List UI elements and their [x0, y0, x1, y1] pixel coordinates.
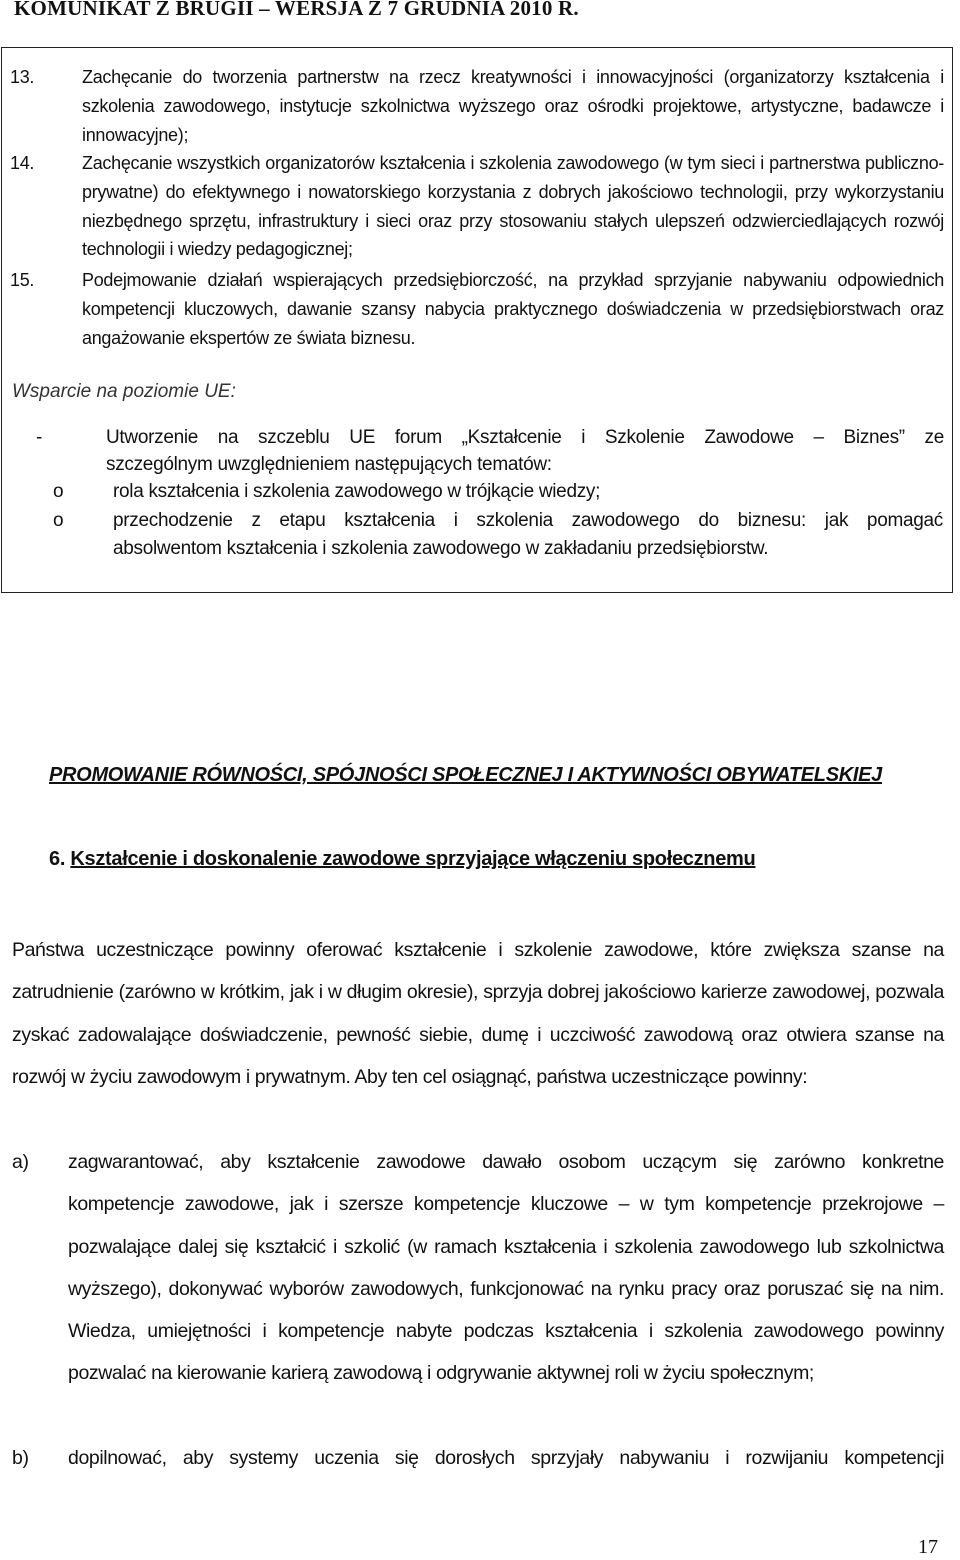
subsection-number: 6.: [49, 848, 66, 870]
section-title: PROMOWANIE RÓWNOŚCI, SPÓJNOŚCI SPOŁECZNEJ I AKTYWNOŚCI OBYWATELSKIEJ: [49, 764, 883, 786]
intro-paragraph: Państwa uczestniczące powinny oferować kształcenie i szkolenie zawodowe, które zwiększa szanse na zatrudnienie (zarówno w krótkim, jak i w długim okresie), sprzyja dobrej jakościowo karierze zawodowej, pozwala zyskać zadowalające doświadczenie, pewność siebie, dumę i uczciwość zawodową oraz otwiera szanse na rozwój w życiu zawodowym i prywatnym. Aby ten cel osiągnąć, państwa uczestniczące powinny:: [12, 939, 944, 1088]
bullet-marker: o: [53, 510, 64, 531]
list-label: a): [12, 1151, 29, 1173]
subsection-heading: [49, 848, 755, 871]
document-header: KOMUNIKAT Z BRUGII – WERSJA Z 7 GRUDNIA 2010 R.: [14, 0, 579, 20]
item-number: 15.: [10, 270, 35, 290]
bullet-text-cont: absolwentom kształcenia i szkolenia zawodowego w zakładaniu przedsiębiorstw.: [113, 538, 769, 559]
item-text: Zachęcanie wszystkich organizatorów kształcenia i szkolenia zawodowego (w tym sieci i partnerstwa publiczno-prywatne) do efektywnego i nowatorskiego korzystania z dobrych jakościowo technologii, przy wykorzystaniu niezbędnego sprzętu, infrastruktury i sieci oraz przy stosowaniu stałych ulepszeń odzwierciedlających rozwój technologii i wiedzy pedagogicznej;: [82, 153, 944, 260]
bullet-text: przechodzenie z etapu kształcenia i szkolenia zawodowego do biznesu: jak pomagać: [113, 510, 943, 531]
item-text: Podejmowanie działań wspierających przedsiębiorczość, na przykład sprzyjanie nabywaniu odpowiednich kompetencji kluczowych, dawanie szansy nabycia praktycznego doświadczenia w przedsiębiorstwach oraz angażowanie ekspertów ze świata biznesu.: [82, 270, 944, 348]
item-text: Zachęcanie do tworzenia partnerstw na rzecz kreatywności i innowacyjności (organizatorzy kształcenia i szkolenia zawodowego, instytucje szkolnictwa wyższego oraz ośrodki projektowe, artystyczne, badawcze i innowacyjne);: [82, 67, 944, 145]
item-number: 13.: [10, 67, 35, 87]
list-item-14: [10, 149, 944, 264]
dash-marker: -: [36, 427, 43, 448]
eu-forum-line-2: szczególnym uwzględnieniem następujących tematów:: [106, 454, 552, 475]
list-item-15: [10, 266, 944, 352]
list-text: dopilnować, aby systemy uczenia się dorosłych sprzyjały nabywaniu i rozwijaniu kompetencji: [68, 1447, 944, 1469]
list-text: zagwarantować, aby kształcenie zawodowe dawało osobom uczącym się zarówno konkretne kompetencje zawodowe, jak i szersze kompetencje kluczowe – w tym kompetencje przekrojowe – pozwalające dalej się kształcić i szkolić (w ramach kształcenia i szkolenia zawodowego lub szkolnictwa wyższego), dokonywać wyborów zawodowych, funkcjonować na rynku pracy oraz poruszać się na nim. Wiedza, umiejętności i kompetencje nabyte podczas kształcenia i szkolenia zawodowego powinny pozwalać na kierowanie karierą zawodową i odgrywanie aktywnej roli w życiu społecznym;: [68, 1151, 944, 1385]
subsection-title: Kształcenie i doskonalenie zawodowe sprzyjające włączeniu społecznemu: [70, 848, 756, 870]
bullet-text: rola kształcenia i szkolenia zawodowego w trójkącie wiedzy;: [113, 481, 601, 502]
page-number: 17: [918, 1536, 938, 1558]
bullet-marker: o: [53, 481, 64, 502]
item-number: 14.: [10, 153, 35, 173]
list-label: b): [12, 1447, 29, 1469]
eu-support-heading: Wsparcie na poziomie UE:: [12, 381, 236, 402]
eu-forum-line-1: Utworzenie na szczeblu UE forum „Kształcenie i Szkolenie Zawodowe – Biznes” ze: [106, 427, 944, 448]
list-item-13: [10, 63, 944, 149]
